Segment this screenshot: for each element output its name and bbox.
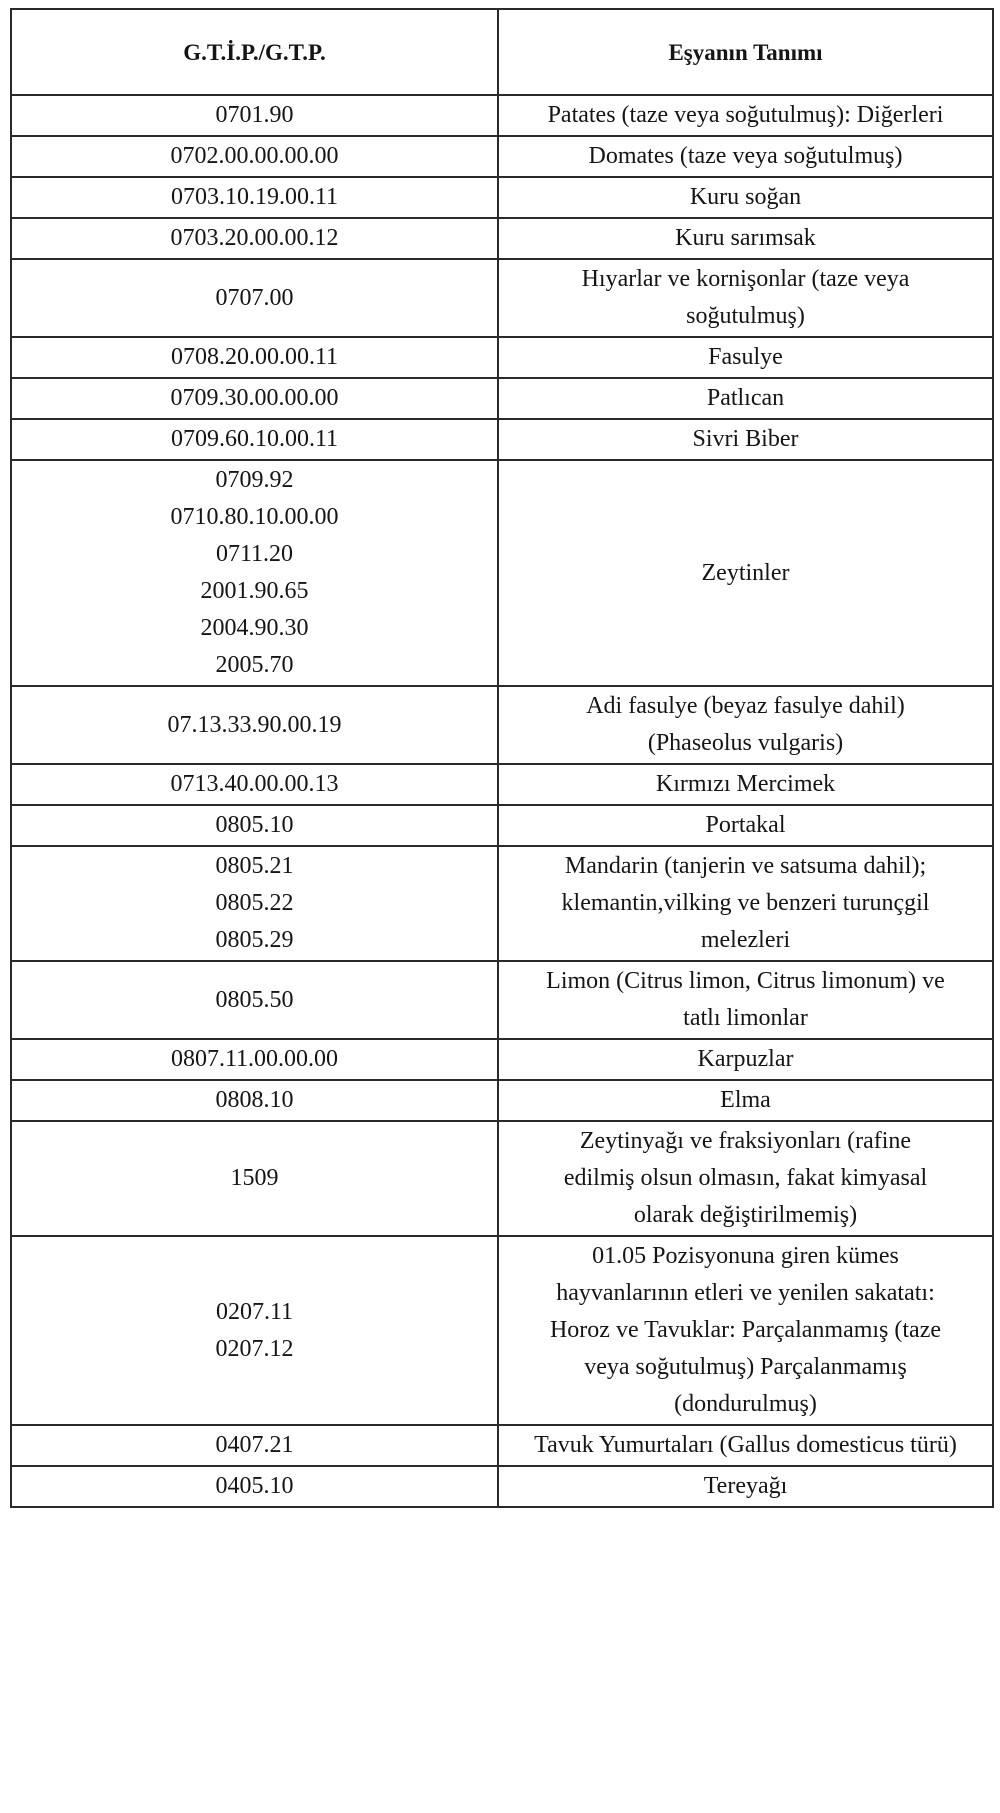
- code-cell: [11, 95, 498, 136]
- gtip-code: 0805.10: [215, 812, 294, 838]
- goods-description: Patlıcan: [706, 385, 785, 411]
- goods-description: Adi fasulye (beyaz fasulye dahil) (Phaseolus vulgaris): [586, 693, 905, 756]
- table-row: [11, 1236, 993, 1425]
- code-cell: [11, 961, 498, 1039]
- description-cell: [498, 460, 993, 686]
- header-code: G.T.İ.P./G.T.P.: [11, 9, 498, 95]
- table-row: [11, 961, 993, 1039]
- goods-description: Tavuk Yumurtaları (Gallus domesticus türü): [534, 1432, 957, 1458]
- gtip-code: 0710.80.10.00.00: [170, 504, 339, 530]
- table-row: [11, 1080, 993, 1121]
- gtip-code: 0703.20.00.00.12: [170, 225, 339, 251]
- description-cell: [498, 805, 993, 846]
- gtip-code: 0808.10: [215, 1087, 294, 1113]
- code-cell: [11, 805, 498, 846]
- code-cell: [11, 419, 498, 460]
- table-row: [11, 805, 993, 846]
- description-cell: [498, 136, 993, 177]
- description-cell: [498, 764, 993, 805]
- goods-description: Sivri Biber: [692, 426, 799, 452]
- description-cell: [498, 846, 993, 961]
- goods-description: 01.05 Pozisyonuna giren kümes hayvanlarının etleri ve yenilen sakatatı: Horoz ve Tavuklar: Parçalanmamış (taze veya soğutulmuş) Parçalanmamış (dondurulmuş): [549, 1243, 942, 1417]
- table-row: [11, 136, 993, 177]
- table-row: [11, 1039, 993, 1080]
- code-cell: [11, 378, 498, 419]
- description-cell: [498, 378, 993, 419]
- goods-description: Kuru sarımsak: [675, 225, 816, 251]
- gtip-code: 2004.90.30: [200, 615, 309, 641]
- table-row: [11, 337, 993, 378]
- goods-description: Zeytinyağı ve fraksiyonları (rafine edilmiş olsun olmasın, fakat kimyasal olarak değiştirilmemiş): [563, 1128, 928, 1228]
- code-cell: [11, 764, 498, 805]
- table-row: [11, 419, 993, 460]
- table-row: [11, 259, 993, 337]
- code-cell: [11, 1080, 498, 1121]
- table-row: [11, 177, 993, 218]
- table-row: [11, 218, 993, 259]
- code-cell: [11, 460, 498, 686]
- gtip-code: 0805.22: [215, 890, 294, 916]
- description-cell: [498, 419, 993, 460]
- table-body: [11, 95, 993, 1507]
- description-cell: [498, 686, 993, 764]
- description-cell: [498, 1425, 993, 1466]
- gtip-code: 2005.70: [215, 652, 294, 678]
- goods-description: Kuru soğan: [689, 184, 802, 210]
- code-cell: [11, 846, 498, 961]
- gtip-code: 0407.21: [215, 1432, 294, 1458]
- gtip-code: 0807.11.00.00.00: [170, 1046, 339, 1072]
- description-cell: [498, 177, 993, 218]
- gtip-code: 0703.10.19.00.11: [170, 184, 339, 210]
- table-row: [11, 1121, 993, 1236]
- header-row: [11, 9, 993, 95]
- table-row: [11, 764, 993, 805]
- goods-description: Limon (Citrus limon, Citrus limonum) ve tatlı limonlar: [546, 968, 945, 1031]
- description-cell: [498, 95, 993, 136]
- gtip-code: 0707.00: [215, 284, 294, 311]
- gtip-code: 0207.11: [215, 1298, 294, 1325]
- gtip-code: 0702.00.00.00.00: [170, 143, 339, 169]
- gtip-code: 0711.20: [215, 541, 294, 567]
- goods-description: Patates (taze veya soğutulmuş): Diğerleri: [547, 102, 944, 128]
- goods-description: Tereyağı: [703, 1473, 788, 1499]
- code-cell: [11, 337, 498, 378]
- goods-description: Portakal: [705, 812, 786, 838]
- table-row: [11, 846, 993, 961]
- description-cell: [498, 1080, 993, 1121]
- gtip-code: 0805.29: [215, 927, 294, 953]
- gtip-code: 0701.90: [215, 102, 294, 128]
- table-row: [11, 1466, 993, 1507]
- description-cell: [498, 1121, 993, 1236]
- goods-description: Karpuzlar: [697, 1046, 794, 1072]
- code-cell: [11, 1425, 498, 1466]
- gtip-code: 07.13.33.90.00.19: [167, 711, 342, 738]
- goods-description: Mandarin (tanjerin ve satsuma dahil); klemantin,vilking ve benzeri turunçgil melezleri: [561, 853, 930, 953]
- goods-description: Domates (taze veya soğutulmuş): [588, 143, 903, 169]
- goods-description: Fasulye: [708, 344, 783, 370]
- gtip-code: 0709.60.10.00.11: [170, 426, 339, 452]
- goods-description: Kırmızı Mercimek: [655, 771, 836, 797]
- description-cell: [498, 218, 993, 259]
- table-row: [11, 460, 993, 686]
- code-cell: [11, 259, 498, 337]
- description-cell: [498, 337, 993, 378]
- code-cell: [11, 1121, 498, 1236]
- gtip-code: 2001.90.65: [200, 578, 309, 604]
- goods-description: Elma: [720, 1087, 771, 1113]
- goods-description: Hıyarlar ve kornişonlar (taze veya soğutulmuş): [581, 266, 910, 329]
- gtip-code: 0708.20.00.00.11: [170, 344, 339, 370]
- description-cell: [498, 1466, 993, 1507]
- goods-table: [10, 8, 994, 1508]
- code-cell: [11, 1466, 498, 1507]
- gtip-code: 0709.92: [215, 467, 294, 493]
- code-cell: [11, 136, 498, 177]
- code-cell: [11, 177, 498, 218]
- table-row: [11, 1425, 993, 1466]
- gtip-code: 0713.40.00.00.13: [170, 771, 339, 797]
- gtip-code: 0805.21: [215, 853, 294, 879]
- code-cell: [11, 1039, 498, 1080]
- description-cell: [498, 259, 993, 337]
- gtip-code: 0207.12: [215, 1335, 294, 1362]
- gtip-code: 0805.50: [215, 986, 294, 1013]
- description-cell: [498, 1039, 993, 1080]
- description-cell: [498, 1236, 993, 1425]
- code-cell: [11, 1236, 498, 1425]
- table-row: [11, 686, 993, 764]
- gtip-code: 1509: [230, 1165, 279, 1191]
- description-cell: [498, 961, 993, 1039]
- code-cell: [11, 218, 498, 259]
- table-row: [11, 378, 993, 419]
- gtip-code: 0709.30.00.00.00: [170, 385, 339, 411]
- header-description: Eşyanın Tanımı: [498, 9, 993, 95]
- goods-description: Zeytinler: [701, 559, 790, 586]
- table-row: [11, 95, 993, 136]
- gtip-code: 0405.10: [215, 1473, 294, 1499]
- code-cell: [11, 686, 498, 764]
